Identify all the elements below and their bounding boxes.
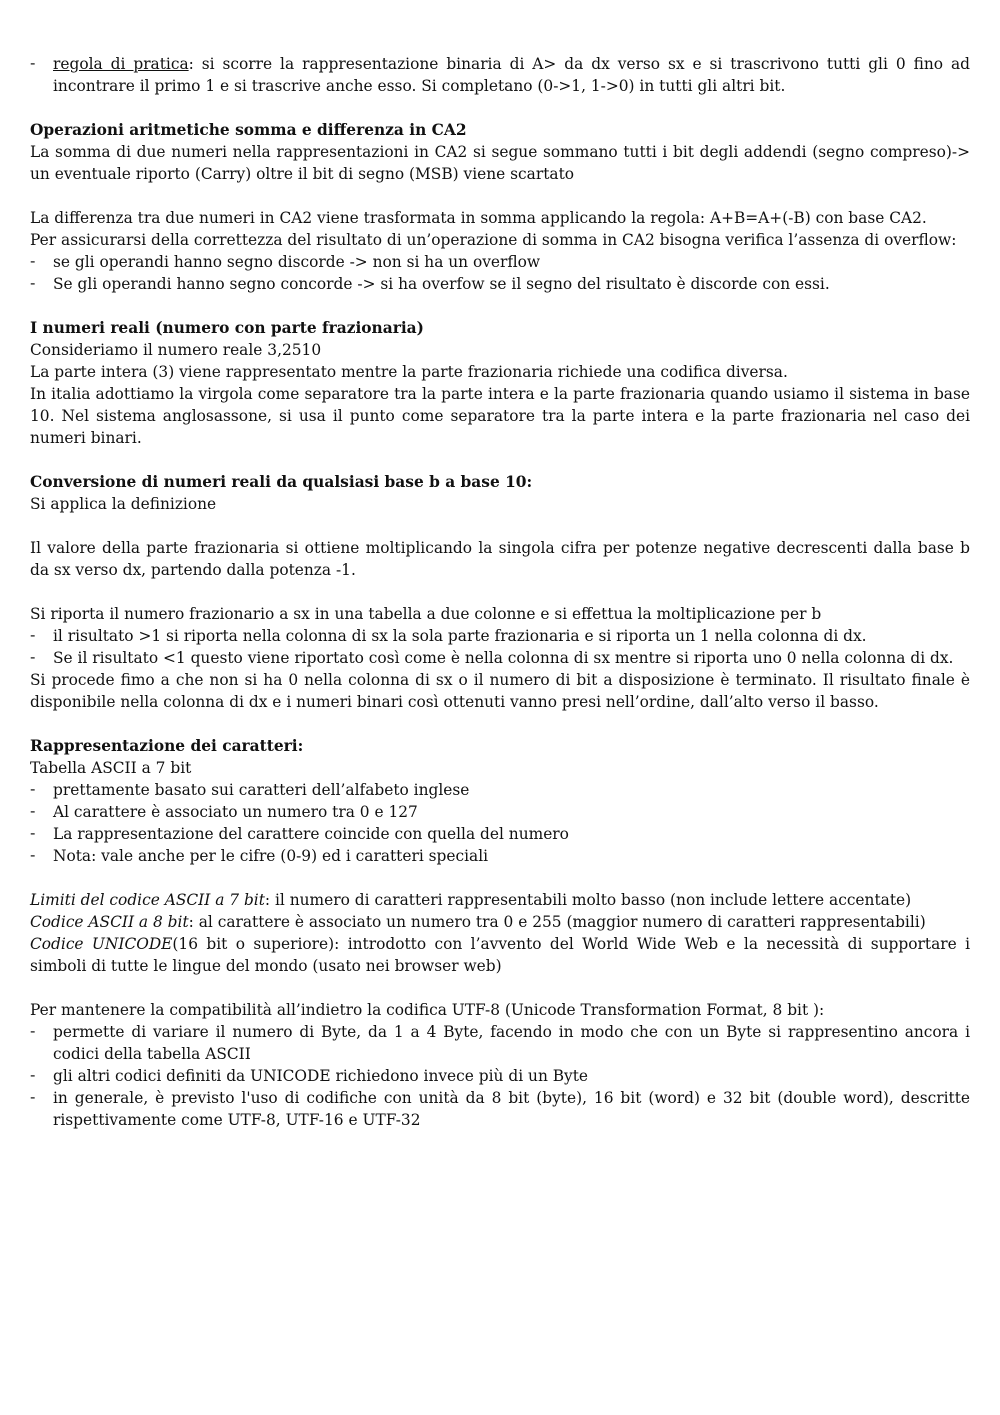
section-heading: Conversione di numeri reali da qualsiasi base b a base 10: xyxy=(30,473,533,491)
list-item-lead: regola di pratica xyxy=(53,55,189,73)
section-heading: Rappresentazione dei caratteri: xyxy=(30,737,304,755)
list-item: - Al carattere è associato un numero tra 0 e 127 xyxy=(30,801,970,823)
intro-list xyxy=(30,53,970,97)
paragraph: La parte intera (3) viene rappresentato mentre la parte frazionaria richiede una codifica diversa. xyxy=(30,363,788,381)
section-heading: Operazioni aritmetiche somma e differenza in CA2 xyxy=(30,121,467,139)
paragraph: Si applica la definizione xyxy=(30,495,217,513)
paragraph: Il valore della parte frazionaria si ottiene moltiplicando la singola cifra per potenze negative decrescenti dalla base b da sx verso dx, partendo dalla potenza -1. xyxy=(30,539,970,579)
paragraph: La somma di due numeri nella rappresentazioni in CA2 si segue sommano tutti i bit degli addendi (segno compreso)-> un eventuale riporto (Carry) oltre il bit di segno (MSB) viene scartato xyxy=(30,143,970,183)
paragraph-text: (16 bit o superiore): introdotto con l’avvento del World Wide Web e la necessità di supportare i simboli di tutte le lingue del mondo (usato nei browser web) xyxy=(30,935,971,975)
section-heading: I numeri reali (numero con parte frazionaria) xyxy=(30,319,424,337)
paragraph xyxy=(30,889,970,911)
list-item: - Se il risultato <1 questo viene riportato così come è nella colonna di sx mentre si riporta uno 0 nella colonna di dx. xyxy=(30,647,970,669)
paragraph: La differenza tra due numeri in CA2 viene trasformata in somma applicando la regola: A+B=A+(-B) con base CA2. xyxy=(30,209,927,227)
paragraph: Si riporta il numero frazionario a sx in una tabella a due colonne e si effettua la moltiplicazione per b xyxy=(30,605,822,623)
paragraph xyxy=(30,933,970,977)
document-page xyxy=(30,53,970,1131)
paragraph: Per assicurarsi della correttezza del risultato di un’operazione di somma in CA2 bisogna verifica l’assenza di overflow: xyxy=(30,231,957,249)
list-item: - gli altri codici definiti da UNICODE richiedono invece più di un Byte xyxy=(30,1065,970,1087)
italic-term: Limiti del codice ASCII a 7 bit xyxy=(30,891,265,909)
paragraph-text: : il numero di caratteri rappresentabili molto basso (non include lettere accentate) xyxy=(264,891,912,909)
list-item: - La rappresentazione del carattere coincide con quella del numero xyxy=(30,823,970,845)
utf-list xyxy=(30,1021,970,1131)
list-item xyxy=(30,53,970,97)
list-item: - in generale, è previsto l'uso di codifiche con unità da 8 bit (byte), 16 bit (word) e 32 bit (double word), descritte rispettivamente come UTF-8, UTF-16 e UTF-32 xyxy=(30,1087,970,1131)
list-item: - se gli operandi hanno segno discorde -> non si ha un overflow xyxy=(30,251,970,273)
paragraph xyxy=(30,911,970,933)
paragraph: Consideriamo il numero reale 3,2510 xyxy=(30,341,322,359)
paragraph: Per mantenere la compatibilità all’indietro la codifica UTF-8 (Unicode Transformation Format, 8 bit ): xyxy=(30,1001,825,1019)
italic-term: Codice ASCII a 8 bit xyxy=(30,913,189,931)
list-item: - Nota: vale anche per le cifre (0-9) ed i caratteri speciali xyxy=(30,845,970,867)
list-item: - il risultato >1 si riporta nella colonna di sx la sola parte frazionaria e si riporta un 1 nella colonna di dx. xyxy=(30,625,970,647)
paragraph-text: : al carattere è associato un numero tra 0 e 255 (maggior numero di caratteri rappresentabili) xyxy=(188,913,926,931)
list-item-text: : si scorre la rappresentazione binaria di A> da dx verso sx e si trascrivono tutti gli 0 fino ad incontrare il primo 1 e si trascrive anche esso. Si completano (0->1, 1->0) in tutti gli altri bit. xyxy=(53,55,970,95)
list-item: - permette di variare il numero di Byte, da 1 a 4 Byte, facendo in modo che con un Byte si rappresentino ancora i codici della tabella ASCII xyxy=(30,1021,970,1065)
paragraph: In italia adottiamo la virgola come separatore tra la parte intera e la parte frazionaria quando usiamo il sistema in base 10. Nel sistema anglosassone, si usa il punto come separatore tra la parte intera e la parte frazionaria nel caso dei numeri binari. xyxy=(30,385,970,447)
italic-term: Codice UNICODE xyxy=(30,935,173,953)
paragraph: Tabella ASCII a 7 bit xyxy=(30,759,192,777)
ascii-list xyxy=(30,779,970,867)
list-item: - prettamente basato sui caratteri dell’alfabeto inglese xyxy=(30,779,970,801)
overflow-list xyxy=(30,251,970,295)
paragraph: Si procede fimo a che non si ha 0 nella colonna di sx o il numero di bit a disposizione è terminato. Il risultato finale è disponibile nella colonna di dx e i numeri binari così ottenuti vanno presi nell’ordine, dall’alto verso il basso. xyxy=(30,671,970,711)
list-item: - Se gli operandi hanno segno concorde -> si ha overfow se il segno del risultato è discorde con essi. xyxy=(30,273,970,295)
conversion-steps-list xyxy=(30,625,970,669)
